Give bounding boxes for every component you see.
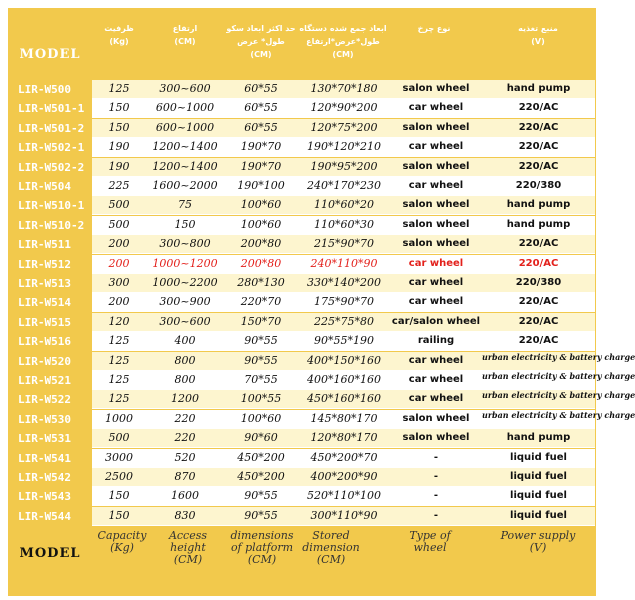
- cell-power: 220/380: [515, 277, 562, 288]
- header-model: MODEL: [19, 47, 81, 62]
- cell-power: urban electricity & battery charge: [482, 390, 635, 401]
- table-row: [8, 332, 596, 351]
- cell-wheel: car/salon wheel: [391, 315, 481, 327]
- row-cells: [92, 196, 595, 215]
- cell-capacity: 300: [108, 276, 130, 289]
- cell-power: 220/AC: [518, 296, 559, 308]
- row-cells: [92, 449, 595, 468]
- header-capacity: ظرفیت (Kg): [104, 24, 134, 46]
- row-model: LIR-W510-1: [18, 199, 85, 213]
- cell-stored: 400*160*160: [307, 373, 381, 386]
- row-cells: [92, 487, 595, 506]
- table-row: [8, 235, 596, 254]
- footer-platform: dimensions of platform (CM): [230, 529, 294, 566]
- row-cells: [92, 371, 635, 390]
- table-row: [8, 409, 635, 429]
- cell-capacity: 120: [108, 314, 130, 328]
- table-row: [8, 351, 635, 371]
- cell-stored: 120*90*200: [310, 101, 378, 115]
- row-model: LIR-W501-2: [18, 121, 85, 135]
- cell-power: hand pump: [506, 218, 571, 230]
- cell-stored: 190*95*200: [310, 159, 378, 173]
- header-power-supply: منبع تغذیه (V): [518, 24, 558, 46]
- cell-capacity: 200: [108, 237, 130, 251]
- cell-capacity: 200: [108, 256, 130, 270]
- table-row: [8, 313, 596, 332]
- cell-access: 400: [174, 334, 196, 348]
- cell-power: liquid fuel: [510, 490, 567, 502]
- row-cells: [92, 119, 595, 138]
- cell-access: 1000~2200: [152, 276, 218, 289]
- row-cells: [92, 507, 595, 526]
- cell-power: 220/AC: [518, 102, 559, 114]
- table-row: [8, 274, 596, 293]
- cell-power: hand pump: [506, 199, 571, 211]
- cell-platform: 450*200: [237, 470, 285, 483]
- footer-model: MODEL: [19, 546, 81, 561]
- cell-capacity: 500: [108, 431, 130, 445]
- header-platform: حد اکثر ابعاد سکو طول* عرض (CM): [226, 24, 296, 59]
- cell-access: 220: [174, 411, 196, 425]
- table-row: [8, 119, 596, 138]
- cell-platform: 100*60: [240, 198, 282, 212]
- table-row: [8, 216, 596, 235]
- table-row: [8, 487, 596, 506]
- table-row: [8, 158, 596, 177]
- table-row: [8, 177, 596, 196]
- cell-wheel: salon wheel: [402, 160, 470, 172]
- row-model: LIR-W502-2: [18, 160, 85, 174]
- cell-capacity: 190: [108, 159, 130, 173]
- cell-capacity: 150: [108, 120, 130, 134]
- cell-power: liquid fuel: [510, 451, 567, 463]
- cell-power: 220/AC: [518, 141, 559, 153]
- cell-access: 220: [174, 431, 196, 445]
- cell-stored: 110*60*30: [314, 217, 374, 231]
- cell-wheel: railing: [417, 335, 455, 347]
- cell-access: 75: [178, 198, 192, 212]
- row-model: LIR-W541: [18, 451, 71, 465]
- cell-platform: 90*55: [244, 508, 278, 522]
- footer-capacity: Capacity (Kg): [97, 529, 147, 554]
- table-row: [8, 99, 596, 118]
- row-cells: [92, 332, 595, 351]
- table-row: [8, 138, 596, 157]
- cell-platform: 200*80: [240, 237, 282, 251]
- cell-stored: 520*110*100: [307, 489, 381, 503]
- cell-power: 220/AC: [518, 238, 559, 250]
- cell-capacity: 200: [108, 295, 130, 309]
- cell-power: liquid fuel: [510, 509, 567, 521]
- cell-stored: 145*80*170: [310, 411, 378, 425]
- table-footer: [8, 526, 596, 596]
- row-cells: [92, 80, 595, 99]
- row-model: LIR-W500: [18, 83, 71, 96]
- cell-power: 220/AC: [518, 335, 559, 347]
- cell-wheel: -: [433, 451, 439, 463]
- cell-capacity: 3000: [105, 450, 133, 464]
- cell-wheel: -: [433, 471, 439, 482]
- cell-access: 600~1000: [155, 101, 215, 115]
- cell-capacity: 500: [108, 217, 130, 231]
- table-row: [8, 507, 596, 526]
- cell-capacity: 150: [108, 489, 130, 503]
- cell-stored: 175*90*70: [314, 295, 374, 309]
- row-model: LIR-W521: [18, 374, 71, 387]
- cell-power: urban electricity & battery charge: [482, 351, 635, 362]
- cell-platform: 220*70: [240, 295, 282, 309]
- cell-capacity: 500: [108, 198, 130, 212]
- cell-wheel: car wheel: [408, 102, 464, 114]
- row-cells: [92, 313, 595, 332]
- cell-stored: 240*110*90: [310, 256, 378, 270]
- cell-platform: 60*55: [244, 101, 278, 115]
- cell-platform: 200*80: [240, 256, 282, 270]
- cell-access: 1000~1200: [152, 256, 218, 270]
- row-cells: [92, 390, 635, 409]
- cell-access: 300~900: [159, 295, 211, 309]
- row-cells: [92, 409, 635, 429]
- cell-platform: 190*100: [237, 179, 285, 192]
- cell-power: urban electricity & battery charge: [482, 371, 635, 381]
- row-cells: [92, 99, 595, 118]
- row-cells: [92, 293, 595, 312]
- cell-wheel: -: [433, 490, 439, 502]
- row-model: LIR-W504: [18, 180, 71, 193]
- cell-platform: 190*70: [240, 159, 282, 173]
- cell-wheel: salon wheel: [402, 83, 470, 94]
- cell-power: 220/380: [515, 180, 562, 191]
- cell-stored: 110*60*20: [314, 198, 374, 212]
- cell-access: 800: [174, 353, 196, 367]
- cell-platform: 280*130: [237, 276, 285, 289]
- cell-access: 300~600: [159, 82, 211, 95]
- cell-stored: 450*200*70: [310, 450, 378, 464]
- footer-wheel-type: Type of wheel: [409, 529, 451, 554]
- cell-platform: 100*55: [240, 392, 282, 406]
- cell-wheel: car wheel: [408, 141, 464, 153]
- cell-wheel: salon wheel: [402, 238, 470, 250]
- cell-platform: 90*55: [244, 334, 278, 348]
- row-cells: [92, 274, 595, 293]
- row-model: LIR-W520: [18, 354, 71, 368]
- row-cells: [92, 255, 595, 274]
- cell-access: 300~600: [159, 314, 211, 328]
- cell-capacity: 150: [108, 101, 130, 115]
- cell-stored: 130*70*180: [310, 82, 378, 95]
- cell-access: 830: [174, 508, 196, 522]
- header-wheel-type: نوع چرخ: [417, 24, 451, 33]
- cell-platform: 60*55: [244, 82, 278, 95]
- cell-capacity: 225: [108, 179, 130, 192]
- cell-platform: 450*200: [237, 450, 285, 464]
- row-model: LIR-W514: [18, 296, 71, 310]
- cell-power: 220/AC: [518, 121, 559, 133]
- cell-stored: 215*90*70: [314, 237, 374, 251]
- footer-access-height: Access height (CM): [168, 529, 208, 566]
- cell-access: 300~800: [159, 237, 211, 251]
- table-row: [8, 371, 635, 390]
- cell-wheel: salon wheel: [402, 121, 470, 133]
- row-model: LIR-W512: [18, 257, 71, 271]
- row-cells: [92, 158, 595, 177]
- cell-stored: 400*150*160: [307, 353, 381, 367]
- cell-wheel: car wheel: [408, 374, 464, 385]
- cell-stored: 120*80*170: [310, 431, 378, 445]
- cell-capacity: 125: [108, 373, 130, 386]
- header-access-height: ارتفاع (CM): [172, 24, 198, 46]
- table-row: [8, 196, 596, 215]
- cell-wheel: -: [433, 509, 439, 521]
- row-model: LIR-W543: [18, 490, 71, 504]
- row-cells: [92, 235, 595, 254]
- cell-wheel: car wheel: [408, 296, 464, 308]
- cell-access: 870: [174, 470, 196, 483]
- cell-capacity: 2500: [105, 470, 133, 483]
- cell-platform: 90*55: [244, 489, 278, 503]
- cell-wheel: salon wheel: [402, 412, 470, 424]
- cell-stored: 190*120*210: [307, 140, 381, 154]
- cell-power: hand pump: [506, 432, 571, 444]
- cell-access: 1200: [171, 392, 199, 406]
- cell-stored: 450*160*160: [307, 392, 381, 406]
- cell-wheel: car wheel: [408, 277, 464, 288]
- cell-platform: 60*55: [244, 120, 278, 134]
- row-model: LIR-W511: [18, 238, 71, 252]
- cell-power: 220/AC: [518, 160, 559, 172]
- table-row: [8, 80, 596, 99]
- footer-power-supply: Power supply (V): [500, 529, 576, 554]
- cell-platform: 190*70: [240, 140, 282, 154]
- cell-platform: 70*55: [244, 373, 278, 386]
- cell-capacity: 125: [108, 353, 130, 367]
- cell-power: liquid fuel: [510, 471, 567, 482]
- row-model: LIR-W542: [18, 471, 71, 484]
- cell-platform: 100*60: [240, 411, 282, 425]
- row-model: LIR-W515: [18, 315, 71, 329]
- cell-capacity: 150: [108, 508, 130, 522]
- cell-stored: 400*200*90: [310, 470, 378, 483]
- cell-wheel: salon wheel: [402, 432, 470, 444]
- table-row: [8, 429, 596, 448]
- cell-access: 150: [174, 217, 196, 231]
- cell-stored: 120*75*200: [310, 120, 378, 134]
- table-row: [8, 255, 596, 274]
- cell-stored: 90*55*190: [314, 334, 374, 348]
- row-cells: [92, 429, 595, 448]
- cell-platform: 100*60: [240, 217, 282, 231]
- row-model: LIR-W502-1: [18, 141, 85, 155]
- row-cells: [92, 138, 595, 157]
- cell-wheel: salon wheel: [402, 199, 470, 211]
- cell-power: 220/AC: [518, 257, 559, 269]
- row-cells: [92, 468, 595, 487]
- row-model: LIR-W531: [18, 432, 71, 446]
- cell-platform: 90*55: [244, 353, 278, 367]
- cell-access: 520: [174, 450, 196, 464]
- row-model: LIR-W544: [18, 509, 71, 523]
- table-header: [8, 8, 596, 80]
- cell-stored: 330*140*200: [307, 276, 381, 289]
- cell-platform: 150*70: [240, 314, 282, 328]
- cell-capacity: 125: [108, 82, 130, 95]
- cell-access: 800: [174, 373, 196, 386]
- cell-access: 1600: [171, 489, 199, 503]
- cell-power: hand pump: [506, 83, 571, 94]
- row-cells: [92, 351, 635, 371]
- row-model: LIR-W501-1: [18, 102, 85, 116]
- cell-platform: 90*60: [244, 431, 278, 445]
- table-row: [8, 449, 596, 468]
- cell-wheel: salon wheel: [402, 218, 470, 230]
- row-model: LIR-W516: [18, 335, 71, 349]
- cell-stored: 225*75*80: [314, 314, 374, 328]
- footer-stored-dimension: Stored dimension (CM): [302, 529, 360, 566]
- table-row: [8, 293, 596, 312]
- cell-wheel: car wheel: [408, 180, 464, 191]
- cell-access: 1200~1400: [152, 140, 218, 154]
- table-row: [8, 390, 635, 409]
- cell-stored: 240*170*230: [307, 179, 381, 192]
- cell-access: 1600~2000: [152, 179, 218, 192]
- cell-wheel: car wheel: [408, 354, 464, 366]
- cell-stored: 300*110*90: [310, 508, 378, 522]
- row-model: LIR-W530: [18, 412, 71, 426]
- row-cells: [92, 177, 595, 196]
- header-stored-dimension: ابعاد جمع شده دستگاه طول*عرض*ارتفاع (CM): [299, 24, 387, 59]
- cell-capacity: 1000: [105, 411, 133, 425]
- cell-capacity: 190: [108, 140, 130, 154]
- cell-wheel: car wheel: [408, 257, 464, 269]
- cell-access: 600~1000: [155, 120, 215, 134]
- row-cells: [92, 216, 595, 235]
- row-model: LIR-W513: [18, 277, 71, 290]
- row-model: LIR-W522: [18, 393, 71, 407]
- cell-power: urban electricity & battery charge: [482, 409, 635, 420]
- cell-capacity: 125: [108, 392, 130, 406]
- row-model: LIR-W510-2: [18, 218, 85, 232]
- cell-power: 220/AC: [518, 315, 559, 327]
- cell-wheel: car wheel: [408, 393, 464, 405]
- cell-capacity: 125: [108, 334, 130, 348]
- table-row: [8, 468, 596, 487]
- cell-access: 1200~1400: [152, 159, 218, 173]
